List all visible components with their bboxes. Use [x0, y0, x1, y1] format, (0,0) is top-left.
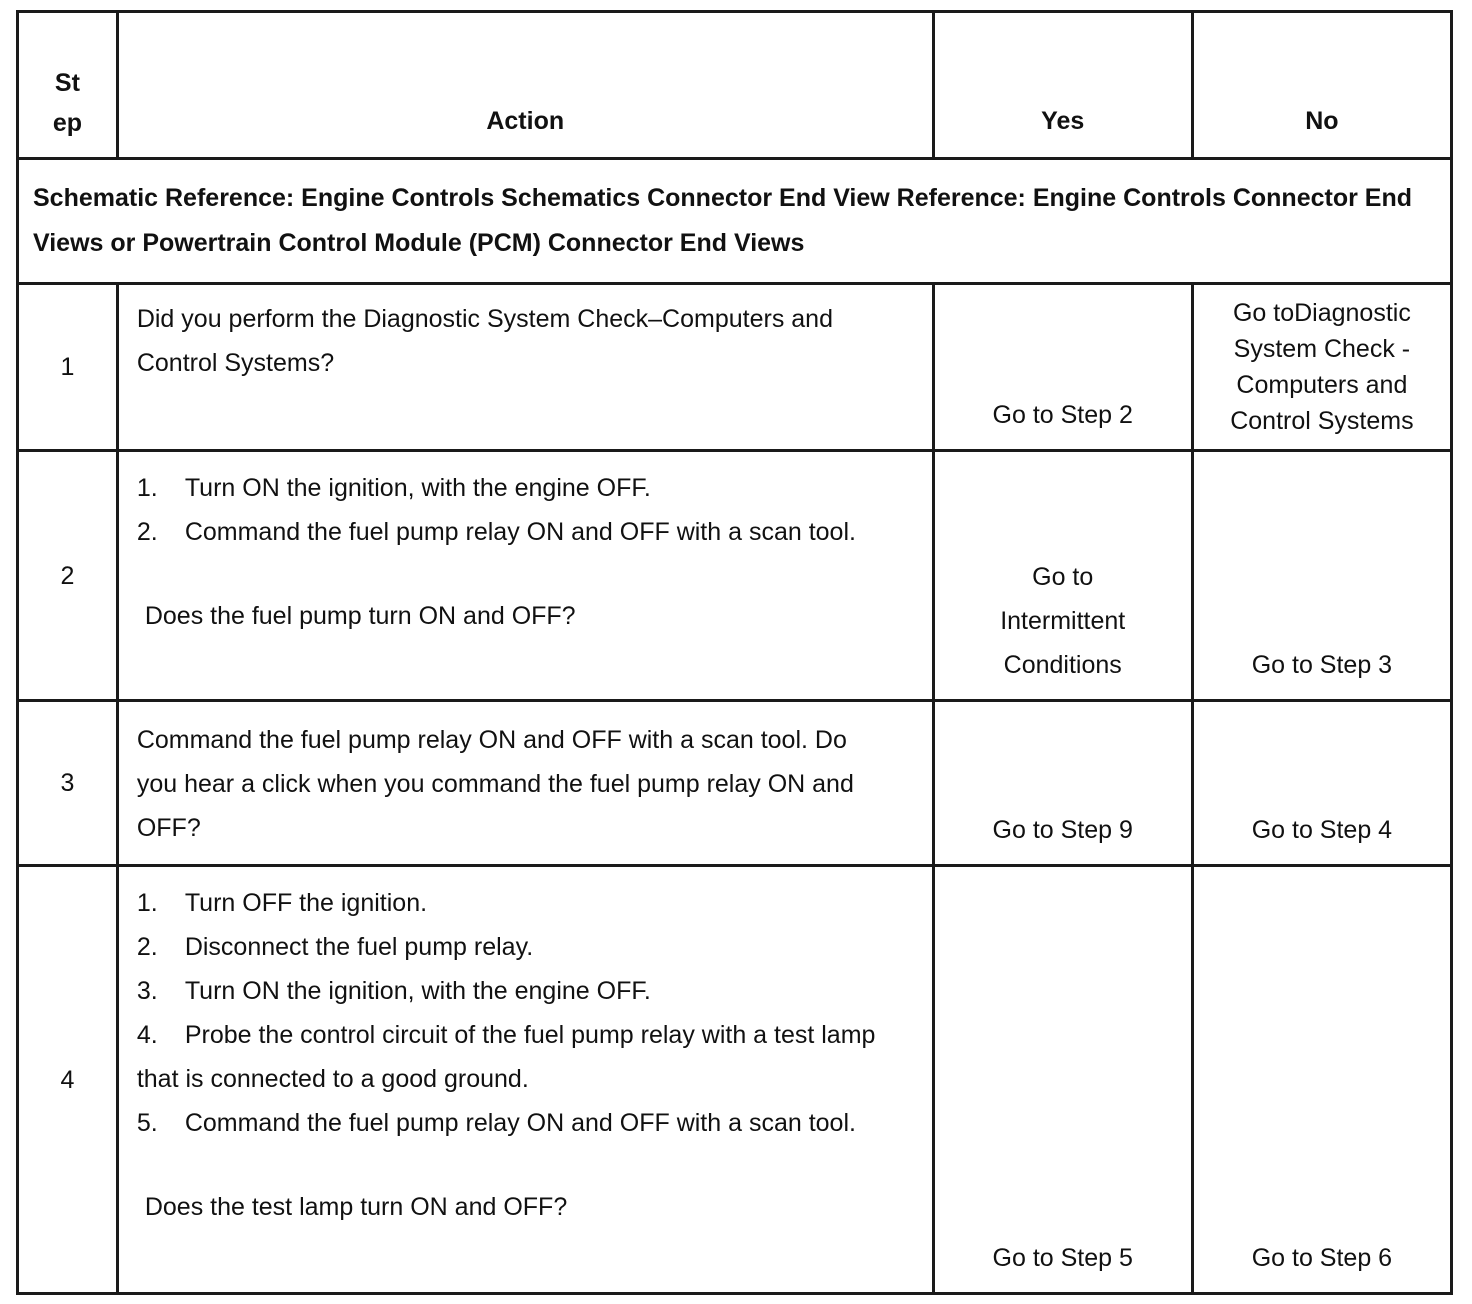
step-number: 1	[18, 284, 118, 451]
yes-cell: Go to Step 5	[933, 866, 1192, 1294]
header-no: No	[1192, 12, 1451, 159]
item-text: Turn ON the ignition, with the engine OFF.	[184, 474, 651, 502]
list-item	[137, 925, 892, 969]
list-item	[137, 510, 892, 554]
header-row	[18, 12, 1452, 159]
header-step-line-2: ep	[52, 109, 82, 137]
step-number: 2	[18, 451, 118, 701]
action-question: Does the test lamp turn ON and OFF?	[144, 1193, 568, 1221]
header-action: Action	[117, 12, 933, 159]
list-item	[137, 1101, 892, 1145]
yes-cell: Go to Step 2	[933, 284, 1192, 451]
header-step	[18, 12, 118, 159]
table-row	[18, 451, 1452, 701]
no-cell: Go to Step 4	[1192, 701, 1451, 866]
list-item	[137, 881, 892, 925]
action-question: Does the fuel pump turn ON and OFF?	[144, 602, 576, 630]
no-cell: Go toDiagnostic System Check - Computers and Control Systems	[1192, 284, 1451, 451]
header-yes: Yes	[933, 12, 1192, 159]
action-cell	[117, 866, 933, 1294]
list-item	[137, 969, 892, 1013]
schematic-reference: Schematic Reference: Engine Controls Schematics Connector End View Reference: Engine Controls Connector End Views or Powertrain Control Module (PCM) Connector End Views	[18, 159, 1452, 284]
list-item	[137, 1013, 892, 1101]
no-cell: Go to Step 6	[1192, 866, 1451, 1294]
diagnostic-table	[16, 10, 1453, 1295]
item-number: 5.	[136, 1109, 158, 1137]
action-text: Did you perform the Diagnostic System Check–Computers and Control Systems?	[136, 305, 833, 377]
item-number: 4.	[136, 1021, 158, 1049]
item-text: Disconnect the fuel pump relay.	[184, 933, 534, 961]
list-item	[137, 466, 892, 510]
item-text: Turn OFF the ignition.	[184, 889, 428, 917]
item-number: 1.	[136, 474, 158, 502]
table-row	[18, 284, 1452, 451]
item-text: Command the fuel pump relay ON and OFF with a scan tool.	[184, 518, 856, 546]
item-text: Turn ON the ignition, with the engine OFF.	[184, 977, 651, 1005]
item-number: 1.	[136, 889, 158, 917]
yes-cell: Go to Step 9	[933, 701, 1192, 866]
yes-cell: Go to Intermittent Conditions	[933, 451, 1192, 701]
reference-row	[18, 159, 1452, 284]
header-step-line-1: St	[54, 69, 80, 97]
item-text: Probe the control circuit of the fuel pump relay with a test lamp that is connected to a good ground.	[136, 1021, 876, 1093]
step-number: 4	[18, 866, 118, 1294]
step-number: 3	[18, 701, 118, 866]
item-number: 2.	[136, 933, 158, 961]
action-cell	[117, 284, 933, 451]
item-number: 2.	[136, 518, 158, 546]
item-number: 3.	[136, 977, 158, 1005]
action-cell	[117, 451, 933, 701]
action-text: Command the fuel pump relay ON and OFF with a scan tool. Do you hear a click when you command the fuel pump relay ON and OFF?	[136, 726, 854, 842]
no-cell: Go to Step 3	[1192, 451, 1451, 701]
table-row	[18, 866, 1452, 1294]
item-text: Command the fuel pump relay ON and OFF with a scan tool.	[184, 1109, 856, 1137]
action-cell	[117, 701, 933, 866]
table-row	[18, 701, 1452, 866]
